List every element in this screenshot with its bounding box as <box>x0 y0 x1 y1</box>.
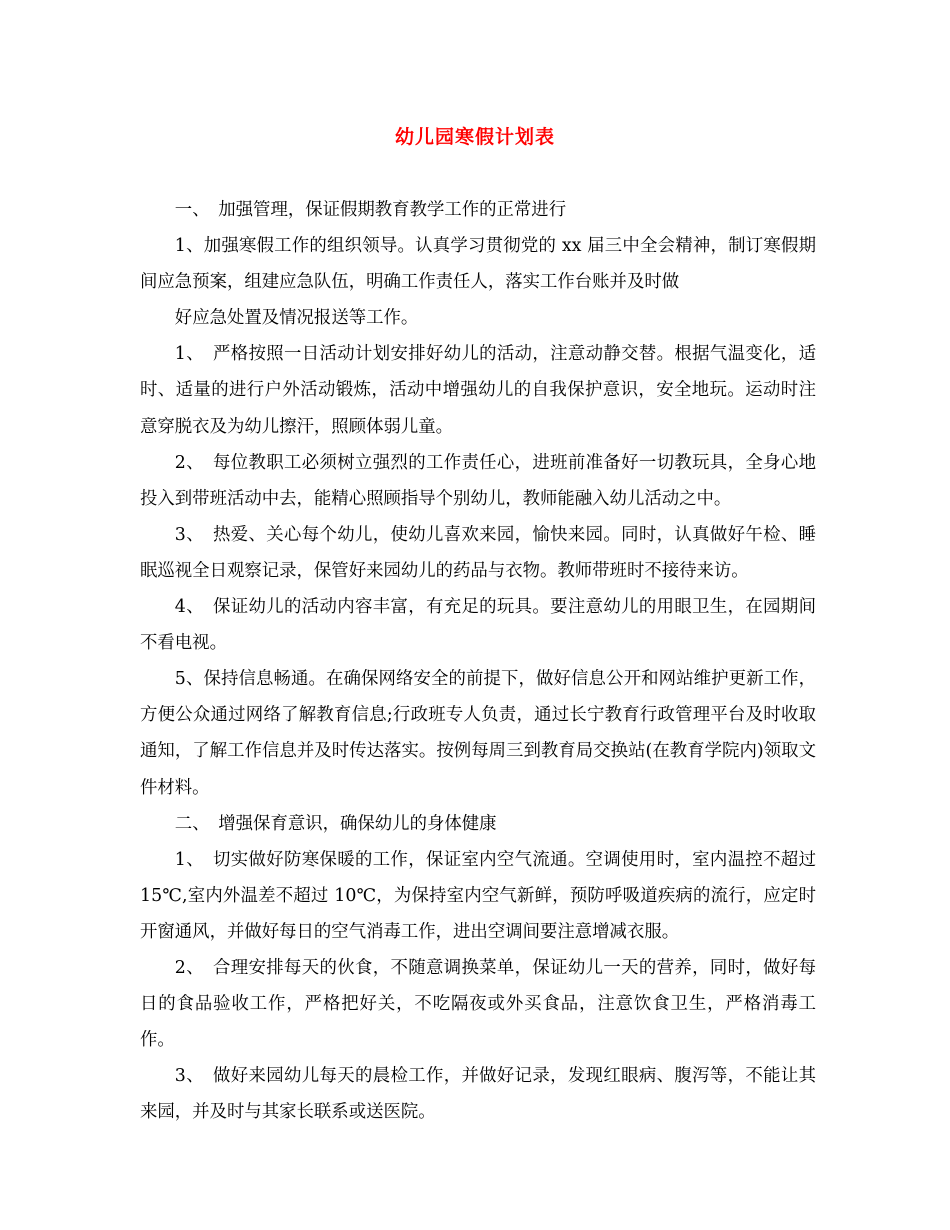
paragraph-7: 5、保持信息畅通。在确保网络安全的前提下，做好信息公开和网站维护更新工作，方便公众通过网络了解教育信息;行政班专人负责，通过长宁教育行政管理平台及时收取通知，了解工作信息并及时传达落实。按例每周三到教育局交换站(在教育学院内)领取文件材料。 <box>140 669 816 798</box>
document-body <box>140 192 816 1130</box>
paragraph-2: 好应急处置及情况报送等工作。 <box>174 308 419 329</box>
document-title: 幼儿园寒假计划表 <box>394 126 555 148</box>
paragraph-5: 3、 热爱、关心每个幼儿，使幼儿喜欢来园，愉快来园。同时，认真做好午检、睡眠巡视全日观察记录，保管好来园幼儿的药品与衣物。教师带班时不接待来访。 <box>140 524 816 581</box>
paragraph-6: 4、 保证幼儿的活动内容丰富，有充足的玩具。要注意幼儿的用眼卫生，在园期间不看电视。 <box>140 597 816 654</box>
paragraph-9: 2、 合理安排每天的伙食，不随意调换菜单，保证幼儿一天的营养，同时，做好每日的食品验收工作，严格把好关，不吃隔夜或外买食品，注意饮食卫生，严格消毒工作。 <box>140 957 816 1051</box>
paragraph-8: 1、 切实做好防寒保暖的工作，保证室内空气流通。空调使用时，室内温控不超过 15℃,室内外温差不超过 10℃，为保持室内空气新鲜，预防呼吸道疾病的流行，应定时开窗通风，并做好每日的空气消毒工作，进出空调间要注意增减衣服。 <box>140 849 816 942</box>
paragraph-3: 1、 严格按照一日活动计划安排好幼儿的活动，注意动静交替。根据气温变化，适时、适量的进行户外活动锻炼，活动中增强幼儿的自我保护意识，安全地玩。运动时注意穿脱衣及为幼儿擦汗，照顾体弱儿童。 <box>140 344 816 437</box>
section-heading-2: 二、 增强保育意识，确保幼儿的身体健康 <box>174 813 497 834</box>
paragraph-1: 1、加强寒假工作的组织领导。认真学习贯彻党的 xx 届三中全会精神，制订寒假期间应急预案，组建应急队伍，明确工作责任人，落实工作台账并及时做 <box>140 236 816 293</box>
paragraph-10: 3、 做好来园幼儿每天的晨检工作，并做好记录，发现红眼病、腹泻等，不能让其来园，并及时与其家长联系或送医院。 <box>140 1066 816 1123</box>
section-heading-1: 一、 加强管理，保证假期教育教学工作的正常进行 <box>174 200 567 220</box>
paragraph-4: 2、 每位教职工必须树立强烈的工作责任心，进班前准备好一切教玩具，全身心地投入到带班活动中去，能精心照顾指导个别幼儿，教师能融入幼儿活动之中。 <box>140 452 816 509</box>
